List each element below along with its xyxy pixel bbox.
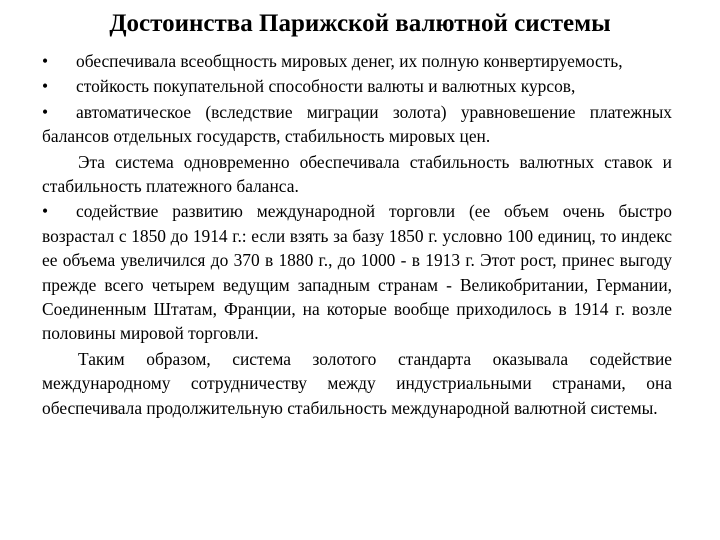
bullet-text: автоматическое (вследствие миграции золота) уравновешение платежных балансов отдельных государств, стабильность мировых цен. [42, 101, 672, 147]
bullet-text: обеспечивала всеобщность мировых денег, их полную конвертируемость, [76, 51, 623, 71]
bullet-marker: • [42, 76, 49, 97]
slide-title: Достоинства Парижской валютной системы [109, 10, 611, 37]
indented-paragraph: Эта система одновременно обеспечивала стабильность валютных ставок и стабильность платежного баланса. [42, 151, 672, 197]
bullet-text: содействие развитию международной торговли (ее объем очень быстро возрастал с 1850 до 1914 г.: если взять за базу 1850 г. условно 100 единиц, то индекс ее объема увеличился до 370 в 1880 г., до 1000 - в 1913 г. Этот рост, принес выгоду прежде всего четырем ведущим западным странам - Великобритании, Германии, Соединенным Штатам, Франции, на которые вообще приходилось в 1914 г. возле половины мировой торговли. [42, 201, 672, 344]
bullet-text: стойкость покупательной способности валюты и валютных курсов, [76, 76, 576, 97]
indented-paragraph: Таким образом, система золотого стандарта оказывала содействие международному сотрудничеству между индустриальными странами, она обеспечивала продолжительную стабильность международной валютной системы. [42, 348, 672, 418]
bullet-marker: • [42, 201, 49, 222]
bullet-item [42, 100, 672, 149]
bullet-marker: • [42, 101, 49, 122]
bullet-marker: • [42, 51, 49, 71]
bullet-item [42, 199, 672, 345]
bullet-item [42, 49, 672, 73]
slide-body [42, 49, 672, 421]
bullet-item [42, 74, 672, 98]
